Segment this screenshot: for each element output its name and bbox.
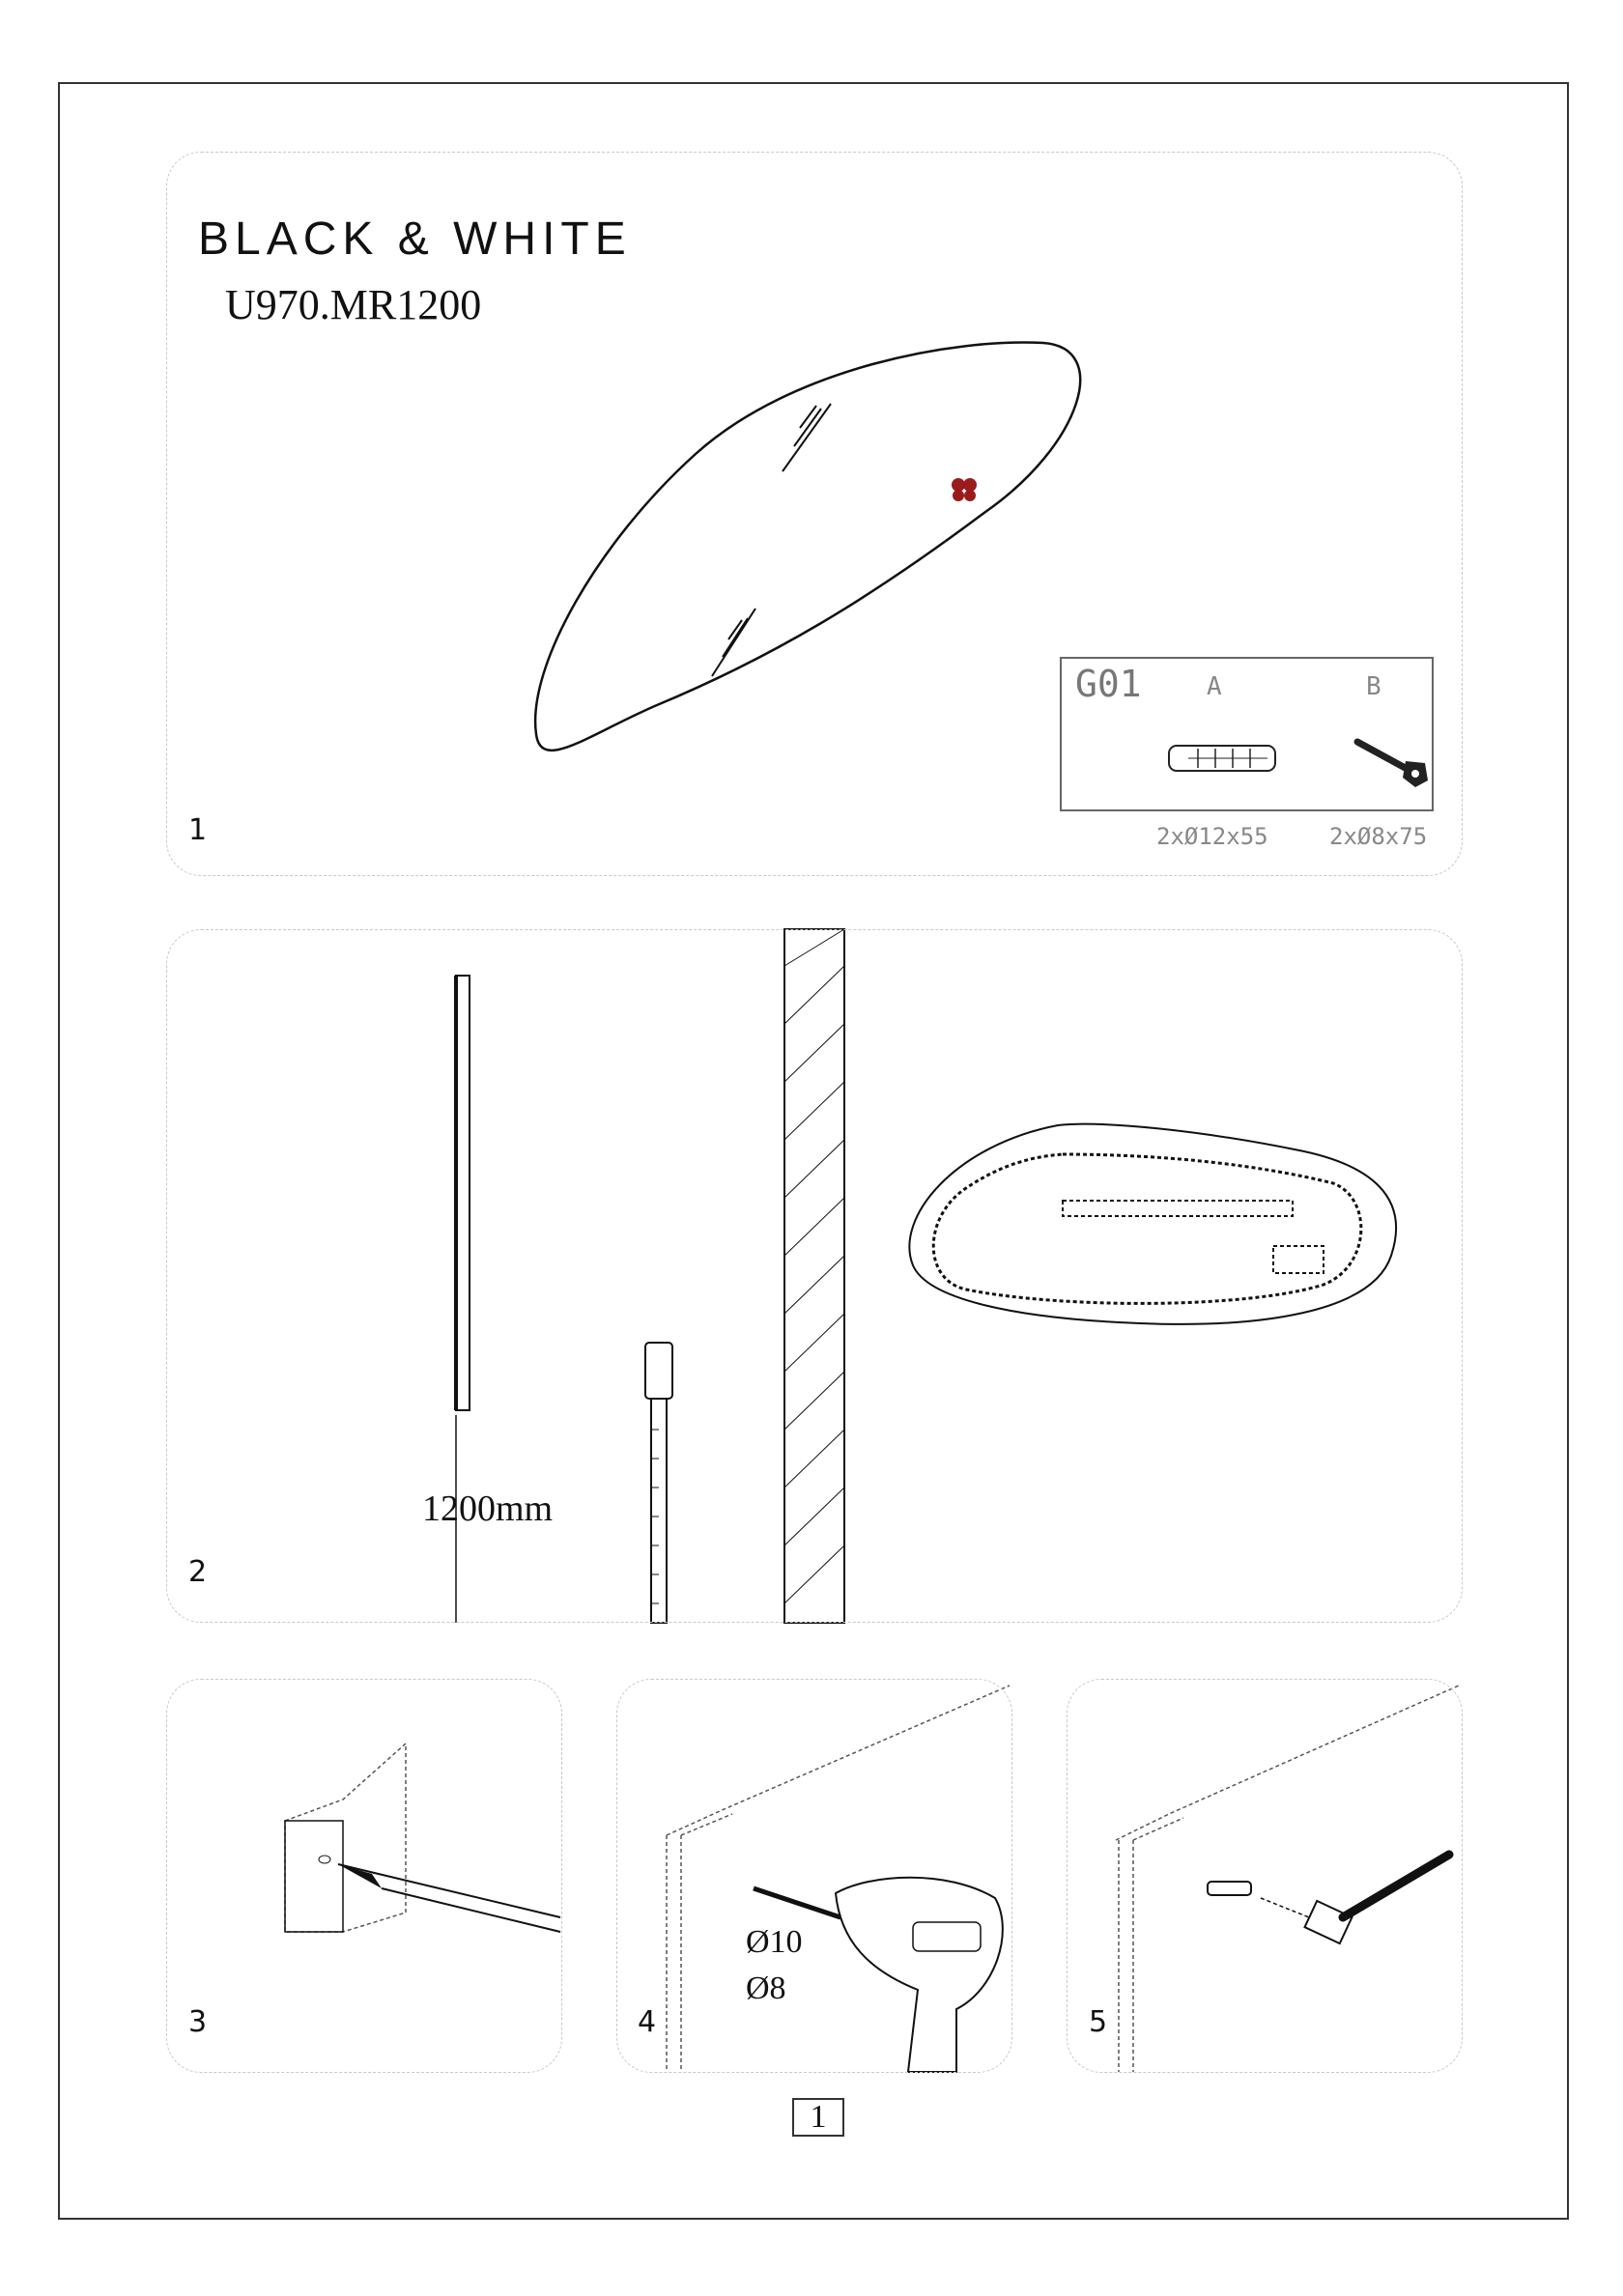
reflection-mark xyxy=(712,609,755,676)
model-number: U970.MR1200 xyxy=(225,281,482,328)
drill-size-secondary: Ø8 xyxy=(746,1970,786,2006)
hardware-kit-box xyxy=(1060,657,1434,811)
kit-item-b-label: B xyxy=(1366,672,1381,701)
mount-height-label: 1200mm xyxy=(422,1488,554,1529)
step-5-panel xyxy=(1067,1679,1463,2073)
kit-code: G01 xyxy=(1075,663,1142,705)
kit-item-a-label: A xyxy=(1207,672,1222,701)
step-number: 2 xyxy=(188,1555,208,1589)
reflection-mark xyxy=(783,404,831,471)
brand-logo: BLACK & WHITE xyxy=(198,213,632,265)
step-number: 5 xyxy=(1089,2005,1108,2039)
drill-size-primary: Ø10 xyxy=(746,1924,803,1960)
step-4-panel xyxy=(616,1679,1012,2073)
page-number: 1 xyxy=(792,2098,844,2137)
kit-item-b-spec: 2xØ8x75 xyxy=(1329,823,1428,850)
step-number: 1 xyxy=(188,813,208,847)
reflection-mark xyxy=(794,409,821,446)
touch-sensor-icon xyxy=(952,478,977,501)
step-number: 4 xyxy=(638,2005,657,2039)
reflection-mark xyxy=(800,406,816,428)
step-3-panel xyxy=(166,1679,562,2073)
step-2-panel xyxy=(166,929,1463,1623)
step-number: 3 xyxy=(188,2005,208,2039)
mirror-outline xyxy=(535,342,1080,750)
reflection-mark xyxy=(723,618,748,657)
kit-item-a-spec: 2xØ12x55 xyxy=(1156,823,1268,850)
